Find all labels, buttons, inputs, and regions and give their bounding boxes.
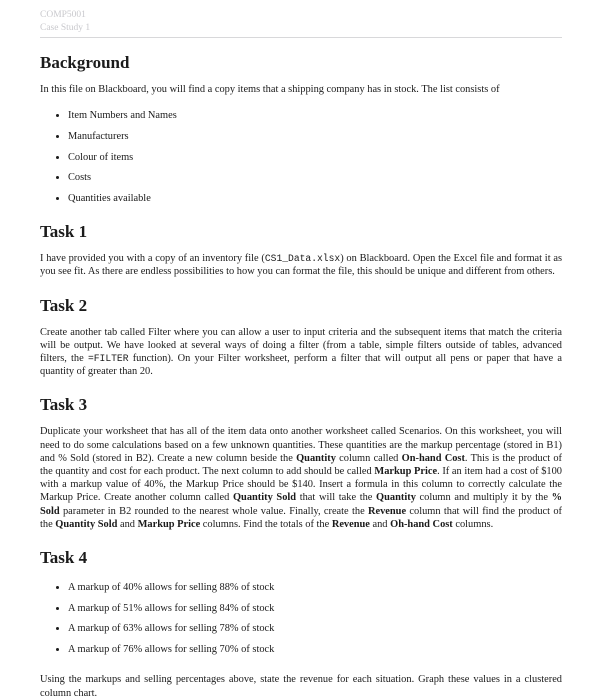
page-header — [40, 9, 562, 34]
closing-paragraph: Using the markups and selling percentages above, state the revenue for each situation. Graph these values in a clustered column chart. — [40, 674, 562, 699]
course-code: COMP5001 — [40, 10, 86, 20]
section-task1 — [40, 222, 562, 278]
background-intro: In this file on Blackboard, you will find a copy items that a shipping company has in stock. The list consists of — [40, 84, 500, 95]
list-item: • A markup of 76% allows for selling 70% of stock — [68, 643, 562, 656]
list-item: • A markup of 51% allows for selling 84% of stock — [68, 602, 562, 615]
task3-heading: Task 3 — [40, 395, 88, 415]
task4-heading: Task 4 — [40, 548, 88, 568]
background-heading: Background — [40, 53, 130, 72]
background-list — [40, 109, 562, 205]
header-rule — [40, 37, 562, 38]
document-title: Case Study 1 — [40, 22, 91, 33]
section-task4 — [40, 548, 562, 700]
task3-paragraph: Duplicate your worksheet that has all of the item data onto another worksheet called Scenarios. On this worksheet, you will need to do some calculations based on a few unknown quantities. These quantities are the markup percentage (stored in B1) and % Sold (stored in B2). Create a new column beside the Quantity column called On-hand Cost. This is the product of the quantity and cost for each product. The next column to add should be called Markup Price. If an item had a cost of $100 with a markup value of 40%, the Markup Price should be $140. Insert a formula in this column to correctly calculate the Markup Price. Create another column called Quantity Sold that will take the Quantity column and multiply it by the % Sold parameter in B2 rounded to the nearest whole value. Finally, create the Revenue column that will find the product of the Quantity Sold and Markup Price columns. Find the totals of the Revenue and Oh-hand Cost columns. — [40, 426, 563, 530]
list-item: • Quantities available — [68, 192, 562, 205]
section-task3 — [40, 395, 562, 531]
list-item: • Colour of items — [68, 151, 562, 164]
task2-heading: Task 2 — [40, 295, 88, 315]
task1-paragraph: I have provided you with a copy of an inventory file (CS1_Data.xlsx) on Blackboard. Open the Excel file and format it as you see fit. As there are endless possibilities to how you can format the file, this should be unique and different from others. — [40, 253, 562, 278]
task4-list — [40, 581, 562, 656]
list-item: • A markup of 40% allows for selling 88% of stock — [68, 581, 562, 594]
task1-heading: Task 1 — [40, 222, 88, 242]
section-task2 — [40, 296, 562, 379]
task2-paragraph: Create another tab called Filter where you can allow a user to input criteria and the subsequent items that match the criteria will be output. We have looked at several ways of doing a filter (from a table, simple filters outside of tables, advanced filters, the =FILTER function). On your Filter worksheet, perform a filter that will output all pens or paper that have a quantity of greater than 20. — [40, 326, 562, 378]
section-background — [40, 53, 562, 205]
list-item: • Manufacturers — [68, 130, 562, 143]
list-item: • A markup of 63% allows for selling 78% of stock — [68, 622, 562, 635]
list-item: • Item Numbers and Names — [68, 109, 562, 122]
list-item: • Costs — [68, 171, 562, 184]
